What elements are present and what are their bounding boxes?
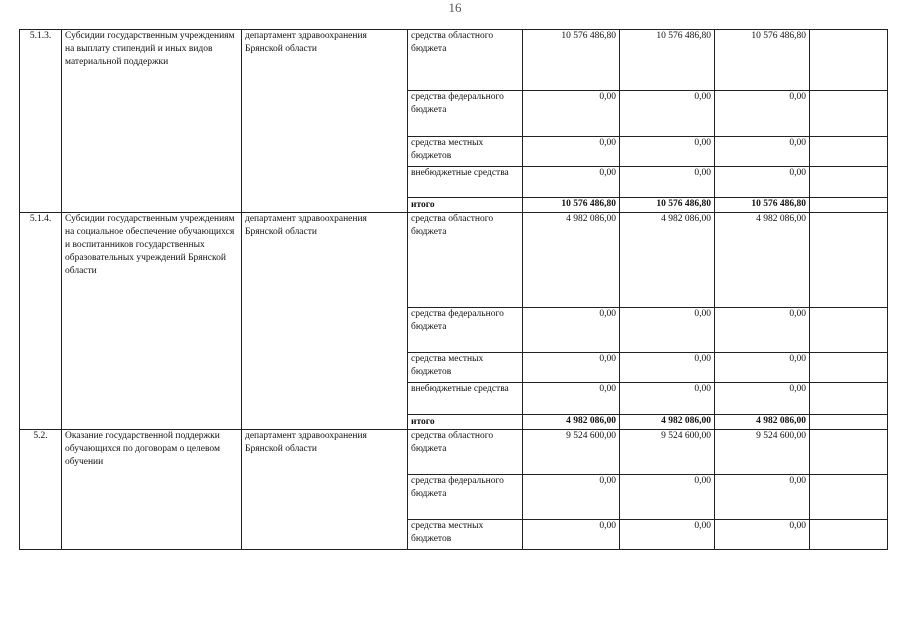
value-cell: 0,00 — [620, 137, 715, 167]
item-number: 5.1.3. — [20, 30, 62, 213]
funding-source: внебюджетные средства — [408, 383, 523, 415]
value-cell: 0,00 — [715, 353, 810, 383]
value-cell — [810, 383, 888, 415]
value-cell: 0,00 — [523, 353, 620, 383]
funding-source: средства местных бюджетов — [408, 520, 523, 550]
value-cell — [810, 475, 888, 520]
funding-source: средства федерального бюджета — [408, 91, 523, 137]
funding-source: средства областного бюджета — [408, 213, 523, 308]
funding-source: средства местных бюджетов — [408, 137, 523, 167]
value-cell — [810, 137, 888, 167]
value-cell: 9 524 600,00 — [620, 430, 715, 475]
value-cell: 0,00 — [523, 91, 620, 137]
value-cell — [810, 30, 888, 91]
value-cell — [810, 91, 888, 137]
value-cell: 0,00 — [620, 167, 715, 198]
value-cell: 0,00 — [620, 91, 715, 137]
value-cell: 4 982 086,00 — [715, 213, 810, 308]
table-row — [20, 430, 888, 475]
value-cell: 0,00 — [715, 520, 810, 550]
value-cell — [810, 520, 888, 550]
funding-source: средства областного бюджета — [408, 430, 523, 475]
value-cell: 0,00 — [523, 308, 620, 353]
funding-source: средства областного бюджета — [408, 30, 523, 91]
value-cell: 0,00 — [523, 520, 620, 550]
value-cell: 10 576 486,80 — [523, 30, 620, 91]
value-cell: 0,00 — [715, 91, 810, 137]
funding-source: внебюджетные средства — [408, 167, 523, 198]
item-number: 5.1.4. — [20, 213, 62, 430]
item-executor: департамент здравоохранения Брянской области — [242, 430, 408, 550]
value-cell: 0,00 — [523, 383, 620, 415]
item-name: Субсидии государственным учреждениям на социальное обеспечение обучающихся и воспитанников государственных образовательных учреждений Брянской области — [62, 213, 242, 430]
total-value: 10 576 486,80 — [523, 198, 620, 213]
table-row — [20, 30, 888, 91]
value-cell — [810, 430, 888, 475]
value-cell: 0,00 — [620, 308, 715, 353]
value-cell: 10 576 486,80 — [715, 30, 810, 91]
value-cell: 0,00 — [620, 520, 715, 550]
value-cell: 0,00 — [620, 383, 715, 415]
value-cell: 0,00 — [715, 137, 810, 167]
value-cell — [810, 167, 888, 198]
table-row — [20, 213, 888, 308]
value-cell: 0,00 — [715, 167, 810, 198]
value-cell — [810, 308, 888, 353]
item-name: Субсидии государственным учреждениям на выплату стипендий и иных видов материальной поддержки — [62, 30, 242, 213]
total-value — [810, 198, 888, 213]
value-cell: 9 524 600,00 — [715, 430, 810, 475]
value-cell — [810, 353, 888, 383]
total-label: итого — [408, 415, 523, 430]
value-cell: 0,00 — [715, 308, 810, 353]
page-number: 16 — [448, 0, 462, 15]
funding-source: средства федерального бюджета — [408, 308, 523, 353]
item-executor: департамент здравоохранения Брянской области — [242, 30, 408, 213]
funding-source: средства местных бюджетов — [408, 353, 523, 383]
item-executor: департамент здравоохранения Брянской области — [242, 213, 408, 430]
item-number: 5.2. — [20, 430, 62, 550]
total-value: 4 982 086,00 — [715, 415, 810, 430]
value-cell — [810, 213, 888, 308]
value-cell: 0,00 — [715, 383, 810, 415]
value-cell: 0,00 — [620, 475, 715, 520]
total-value: 4 982 086,00 — [620, 415, 715, 430]
value-cell: 4 982 086,00 — [620, 213, 715, 308]
total-value: 10 576 486,80 — [715, 198, 810, 213]
funding-source: средства федерального бюджета — [408, 475, 523, 520]
total-value — [810, 415, 888, 430]
budget-table — [19, 29, 888, 550]
value-cell: 10 576 486,80 — [620, 30, 715, 91]
total-label: итого — [408, 198, 523, 213]
value-cell: 0,00 — [523, 475, 620, 520]
value-cell: 0,00 — [523, 137, 620, 167]
item-name: Оказание государственной поддержки обучающихся по договорам о целевом обучении — [62, 430, 242, 550]
value-cell: 0,00 — [620, 353, 715, 383]
value-cell: 9 524 600,00 — [523, 430, 620, 475]
value-cell: 0,00 — [715, 475, 810, 520]
value-cell: 0,00 — [523, 167, 620, 198]
total-value: 4 982 086,00 — [523, 415, 620, 430]
total-value: 10 576 486,80 — [620, 198, 715, 213]
value-cell: 4 982 086,00 — [523, 213, 620, 308]
